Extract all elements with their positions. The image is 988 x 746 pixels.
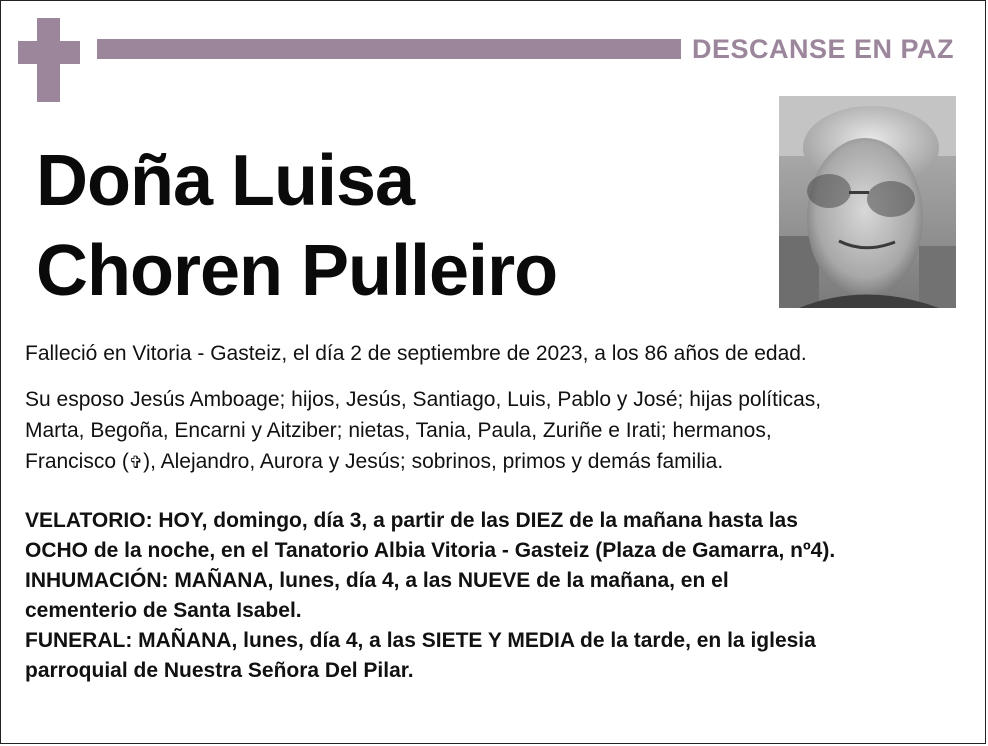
header-title: DESCANSE EN PAZ (692, 34, 955, 64)
cross-horizontal-bar (18, 41, 80, 64)
service-line: cementerio de Santa Isabel. (25, 599, 302, 622)
portrait-image (779, 96, 956, 308)
header-bar (97, 39, 681, 59)
death-notice-line: Falleció en Vitoria - Gasteiz, el día 2 de septiembre de 2023, a los 86 años de edad. (25, 342, 807, 365)
cross-icon: ✞ (128, 453, 144, 473)
family-text-before: Francisco ( (25, 450, 129, 473)
service-line: VELATORIO: HOY, domingo, día 3, a partir de las DIEZ de la mañana hasta las (25, 509, 798, 532)
family-line (25, 446, 821, 479)
family-text-after: ), Alejandro, Aurora y Jesús; sobrinos, primos y demás familia. (143, 450, 724, 473)
family-list (25, 384, 821, 479)
service-line: FUNERAL: MAÑANA, lunes, día 4, a las SIETE Y MEDIA de la tarde, en la iglesia (25, 629, 816, 652)
service-line: OCHO de la noche, en el Tanatorio Albia Vitoria - Gasteiz (Plaza de Gamarra, nº4). (25, 539, 836, 562)
services-info (25, 506, 835, 686)
deceased-name-line2: Choren Pulleiro (36, 231, 558, 311)
latin-cross-icon (18, 18, 80, 102)
family-line: Marta, Begoña, Encarni y Aitziber; nietas, Tania, Paula, Zuriñe e Irati; hermanos, (25, 419, 772, 442)
deceased-name-line1: Doña Luisa (36, 141, 415, 221)
deceased-photo (779, 96, 956, 308)
service-line: parroquial de Nuestra Señora Del Pilar. (25, 659, 414, 682)
deceased-name (36, 136, 557, 316)
service-line: INHUMACIÓN: MAÑANA, lunes, día 4, a las NUEVE de la mañana, en el (25, 569, 729, 592)
family-line: Su esposo Jesús Amboage; hijos, Jesús, Santiago, Luis, Pablo y José; hijas políticas, (25, 388, 822, 411)
